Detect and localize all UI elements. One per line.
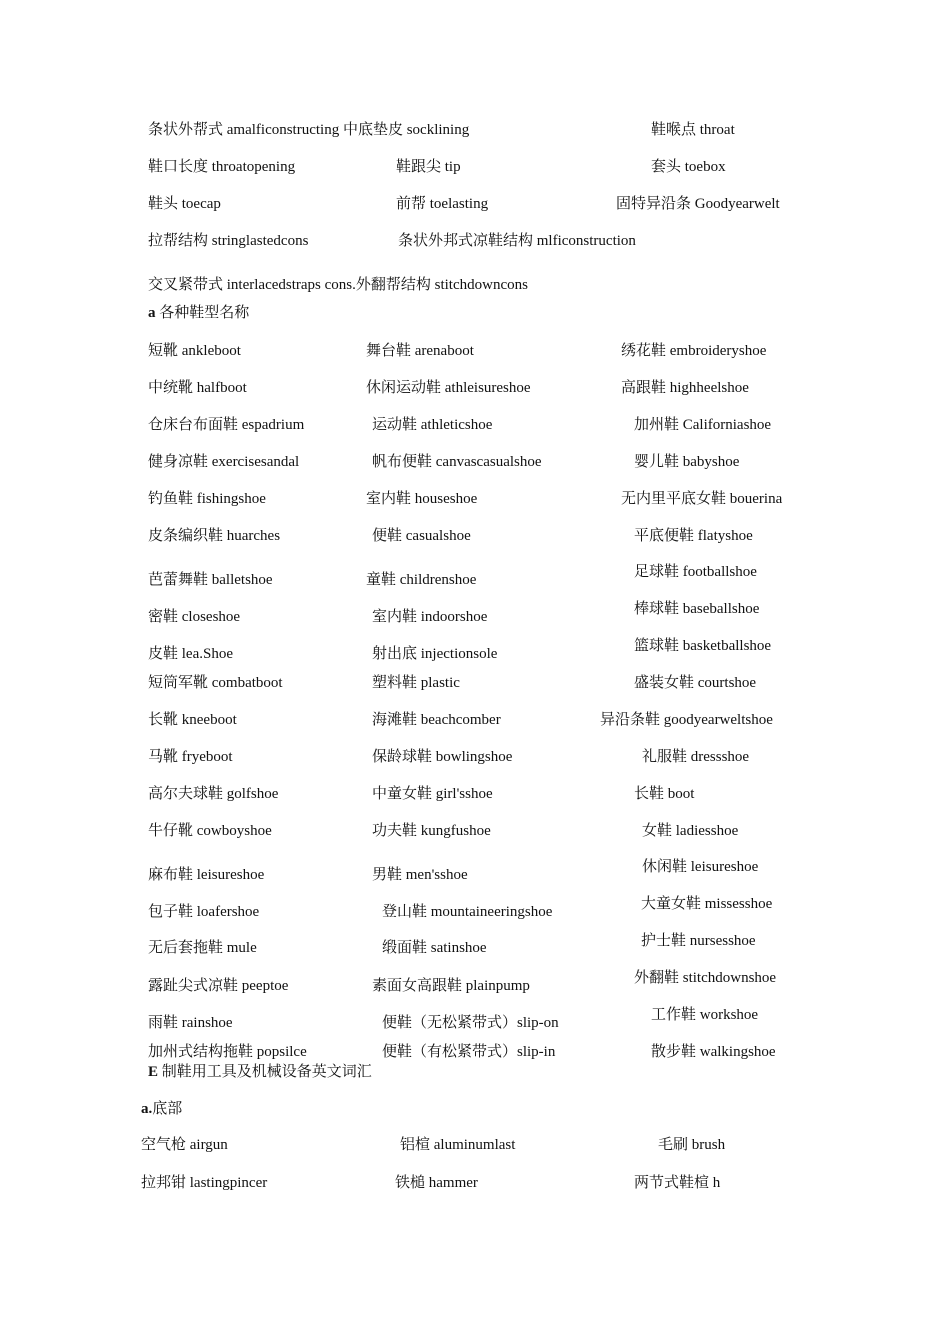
section-heading-shoe-types: a 各种鞋型名称 bbox=[148, 305, 250, 321]
term: 功夫鞋 kungfushoe bbox=[372, 823, 491, 839]
term: 篮球鞋 basketballshoe bbox=[634, 638, 772, 654]
term: 牛仔靴 cowboyshoe bbox=[148, 823, 272, 839]
term: 外翻鞋 stitchdownshoe bbox=[634, 970, 777, 986]
term: 婴儿鞋 babyshoe bbox=[634, 454, 740, 470]
term: 缎面鞋 satinshoe bbox=[382, 940, 487, 956]
term: 芭蕾舞鞋 balletshoe bbox=[148, 572, 273, 588]
term: 大童女鞋 missesshoe bbox=[641, 896, 773, 912]
term: 登山鞋 mountaineeringshoe bbox=[382, 904, 553, 920]
term: 拉帮结构 stringlastedcons bbox=[148, 233, 309, 249]
term: 素面女高跟鞋 plainpump bbox=[372, 978, 530, 994]
term: 两节式鞋楦 h bbox=[634, 1175, 721, 1191]
term: 鞋口长度 throatopening bbox=[148, 159, 296, 175]
term: 童鞋 childrenshoe bbox=[366, 572, 477, 588]
term: 交叉紧带式 interlacedstraps cons.外翻帮结构 stitchdowncons bbox=[148, 277, 528, 293]
term: 无内里平底女鞋 bouerina bbox=[621, 491, 783, 507]
term: 鞋喉点 throat bbox=[651, 122, 735, 138]
term: 固特异沿条 Goodyearwelt bbox=[616, 196, 780, 212]
term: 短靴 ankleboot bbox=[148, 343, 241, 359]
term: 便鞋（有松紧带式）slip-in bbox=[382, 1044, 556, 1060]
term: 鞋跟尖 tip bbox=[396, 159, 461, 175]
term: 麻布鞋 leisureshoe bbox=[148, 867, 265, 883]
term: 足球鞋 footballshoe bbox=[634, 564, 757, 580]
term: 拉邦钳 lastingpincer bbox=[141, 1175, 268, 1191]
term: 射出底 injectionsole bbox=[372, 646, 498, 662]
term: 无后套拖鞋 mule bbox=[148, 940, 257, 956]
term: 高尔夫球鞋 golfshoe bbox=[148, 786, 279, 802]
term: 异沿条鞋 goodyearweltshoe bbox=[600, 712, 773, 728]
term: 帆布便鞋 canvascasualshoe bbox=[372, 454, 542, 470]
term: 休闲鞋 leisureshoe bbox=[642, 859, 759, 875]
term: 平底便鞋 flatyshoe bbox=[634, 528, 753, 544]
term: 空气枪 airgun bbox=[141, 1137, 228, 1153]
term: 鞋头 toecap bbox=[148, 196, 221, 212]
term: 休闲运动鞋 athleisureshoe bbox=[366, 380, 531, 396]
term: 皮鞋 lea.Shoe bbox=[148, 646, 233, 662]
term: 露趾尖式凉鞋 peeptoe bbox=[148, 978, 289, 994]
term: 绣花鞋 embroideryshoe bbox=[621, 343, 767, 359]
term: 长鞋 boot bbox=[634, 786, 695, 802]
term: 马靴 fryeboot bbox=[148, 749, 233, 765]
section-heading-tools: E 制鞋用工具及机械设备英文词汇 bbox=[148, 1064, 372, 1080]
term: 钓鱼鞋 fishingshoe bbox=[148, 491, 266, 507]
term: 便鞋（无松紧带式）slip-on bbox=[382, 1015, 559, 1031]
term: 包子鞋 loafershoe bbox=[148, 904, 260, 920]
term: 女鞋 ladiesshoe bbox=[642, 823, 739, 839]
term: 长靴 kneeboot bbox=[148, 712, 237, 728]
term: 毛刷 brush bbox=[658, 1137, 726, 1153]
term: 散步鞋 walkingshoe bbox=[651, 1044, 776, 1060]
term: 雨鞋 rainshoe bbox=[148, 1015, 233, 1031]
term: 短筒军靴 combatboot bbox=[148, 675, 283, 691]
term: 仓床台布面鞋 espadrium bbox=[148, 417, 305, 433]
term: 铁槌 hammer bbox=[395, 1175, 478, 1191]
term: 加州鞋 Californiashoe bbox=[634, 417, 772, 433]
term: 条状外邦式凉鞋结构 mlficonstruction bbox=[398, 233, 636, 249]
term: 运动鞋 athleticshoe bbox=[372, 417, 493, 433]
term: 加州式结构拖鞋 popsilce bbox=[148, 1044, 307, 1060]
term: 海滩鞋 beachcomber bbox=[372, 712, 501, 728]
term: 中童女鞋 girl'sshoe bbox=[372, 786, 493, 802]
term: 室内鞋 houseshoe bbox=[366, 491, 478, 507]
subsection-heading-bottom: a.底部 bbox=[141, 1101, 183, 1117]
term: 护士鞋 nursesshoe bbox=[641, 933, 756, 949]
term: 前帮 toelasting bbox=[396, 196, 489, 212]
term: 保龄球鞋 bowlingshoe bbox=[372, 749, 513, 765]
term: 皮条编织鞋 huarches bbox=[148, 528, 281, 544]
term: 男鞋 men'sshoe bbox=[372, 867, 468, 883]
term: 室内鞋 indoorshoe bbox=[372, 609, 488, 625]
term: 中统靴 halfboot bbox=[148, 380, 247, 396]
term: 密鞋 closeshoe bbox=[148, 609, 241, 625]
term: 条状外帮式 amalficonstructing 中底垫皮 socklining bbox=[148, 122, 470, 138]
term: 棒球鞋 baseballshoe bbox=[634, 601, 760, 617]
term: 铝楦 aluminumlast bbox=[400, 1137, 516, 1153]
term: 礼服鞋 dressshoe bbox=[642, 749, 750, 765]
term: 塑料鞋 plastic bbox=[372, 675, 460, 691]
term: 套头 toebox bbox=[651, 159, 726, 175]
term: 高跟鞋 highheelshoe bbox=[621, 380, 749, 396]
term: 工作鞋 workshoe bbox=[651, 1007, 759, 1023]
term: 健身凉鞋 exercisesandal bbox=[148, 454, 300, 470]
term: 盛装女鞋 courtshoe bbox=[634, 675, 757, 691]
term: 舞台鞋 arenaboot bbox=[366, 343, 474, 359]
term: 便鞋 casualshoe bbox=[372, 528, 471, 544]
